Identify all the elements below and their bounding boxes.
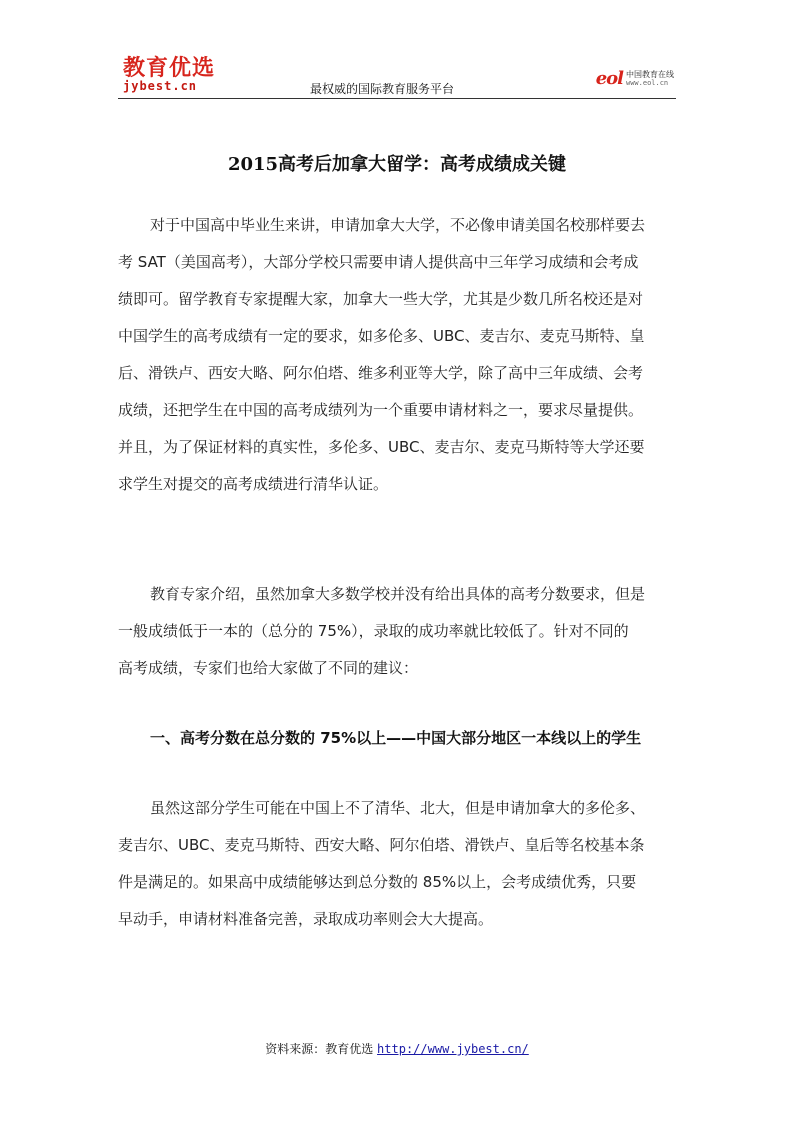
- footer-link[interactable]: http://www.jybest.cn/: [377, 1042, 529, 1056]
- footer-source-label: 资料来源：教育优选: [265, 1042, 378, 1056]
- jybest-logo[interactable]: [123, 58, 215, 93]
- paragraph-line: 麦吉尔、UBC、麦克马斯特、西安大略、阿尔伯塔、滑铁卢、皇后等名校基本条: [118, 836, 645, 854]
- paragraph-line: 求学生对提交的高考成绩进行清华认证。: [118, 475, 389, 493]
- page-header: [118, 54, 676, 99]
- page-footer: [0, 1040, 794, 1057]
- paragraph-line: 件是满足的。如果高中成绩能够达到总分数的 85%以上，会考成绩优秀，只要: [118, 873, 637, 891]
- paragraph-line: 一般成绩低于一本的（总分的 75%），录取的成功率就比较低了。针对不同的: [118, 622, 629, 640]
- header-tagline: 最权威的国际教育服务平台: [310, 82, 455, 96]
- paragraph-line: 高考成绩，专家们也给大家做了不同的建议：: [118, 659, 419, 677]
- paragraph-1: [118, 207, 678, 503]
- paragraph-line: 中国学生的高考成绩有一定的要求，如多伦多、UBC、麦吉尔、麦克马斯特、皇: [118, 327, 645, 345]
- logo-en-text: jybest.cn: [123, 79, 198, 93]
- eol-logo-cn: 中国教育在线: [626, 70, 674, 79]
- logo-cn-text: 教育优选: [123, 56, 216, 81]
- paragraph-line: 考 SAT（美国高考），大部分学校只需要申请人提供高中三年学习成绩和会考成: [118, 253, 639, 271]
- eol-logo[interactable]: [596, 68, 674, 89]
- eol-mark-icon: eol: [595, 68, 623, 89]
- paragraph-line: 对于中国高中毕业生来讲，申请加拿大大学，不必像申请美国名校那样要去: [150, 216, 646, 234]
- paragraph-line: 虽然这部分学生可能在中国上不了清华、北大，但是申请加拿大的多伦多、: [150, 799, 646, 817]
- eol-logo-en: www.eol.cn: [626, 79, 669, 87]
- paragraph-3: [118, 790, 678, 938]
- paragraph-2: [118, 576, 678, 687]
- paragraph-line: 成绩，还把学生在中国的高考成绩列为一个重要申请材料之一，要求尽量提供。: [118, 401, 644, 419]
- paragraph-line: 并且，为了保证材料的真实性，多伦多、UBC、麦吉尔、麦克马斯特等大学还要: [118, 438, 645, 456]
- paragraph-line: 早动手，申请材料准备完善，录取成功率则会大大提高。: [118, 910, 494, 928]
- document-title: 2015高考后加拿大留学：高考成绩成关键: [227, 154, 567, 175]
- section-heading: 一、高考分数在总分数的 75%以上——中国大部分地区一本线以上的学生: [150, 729, 642, 747]
- paragraph-line: 教育专家介绍，虽然加拿大多数学校并没有给出具体的高考分数要求，但是: [150, 585, 646, 603]
- paragraph-line: 绩即可。留学教育专家提醒大家，加拿大一些大学，尤其是少数几所名校还是对: [118, 290, 644, 308]
- paragraph-line: 后、滑铁卢、西安大略、阿尔伯塔、维多利亚等大学，除了高中三年成绩、会考: [118, 364, 644, 382]
